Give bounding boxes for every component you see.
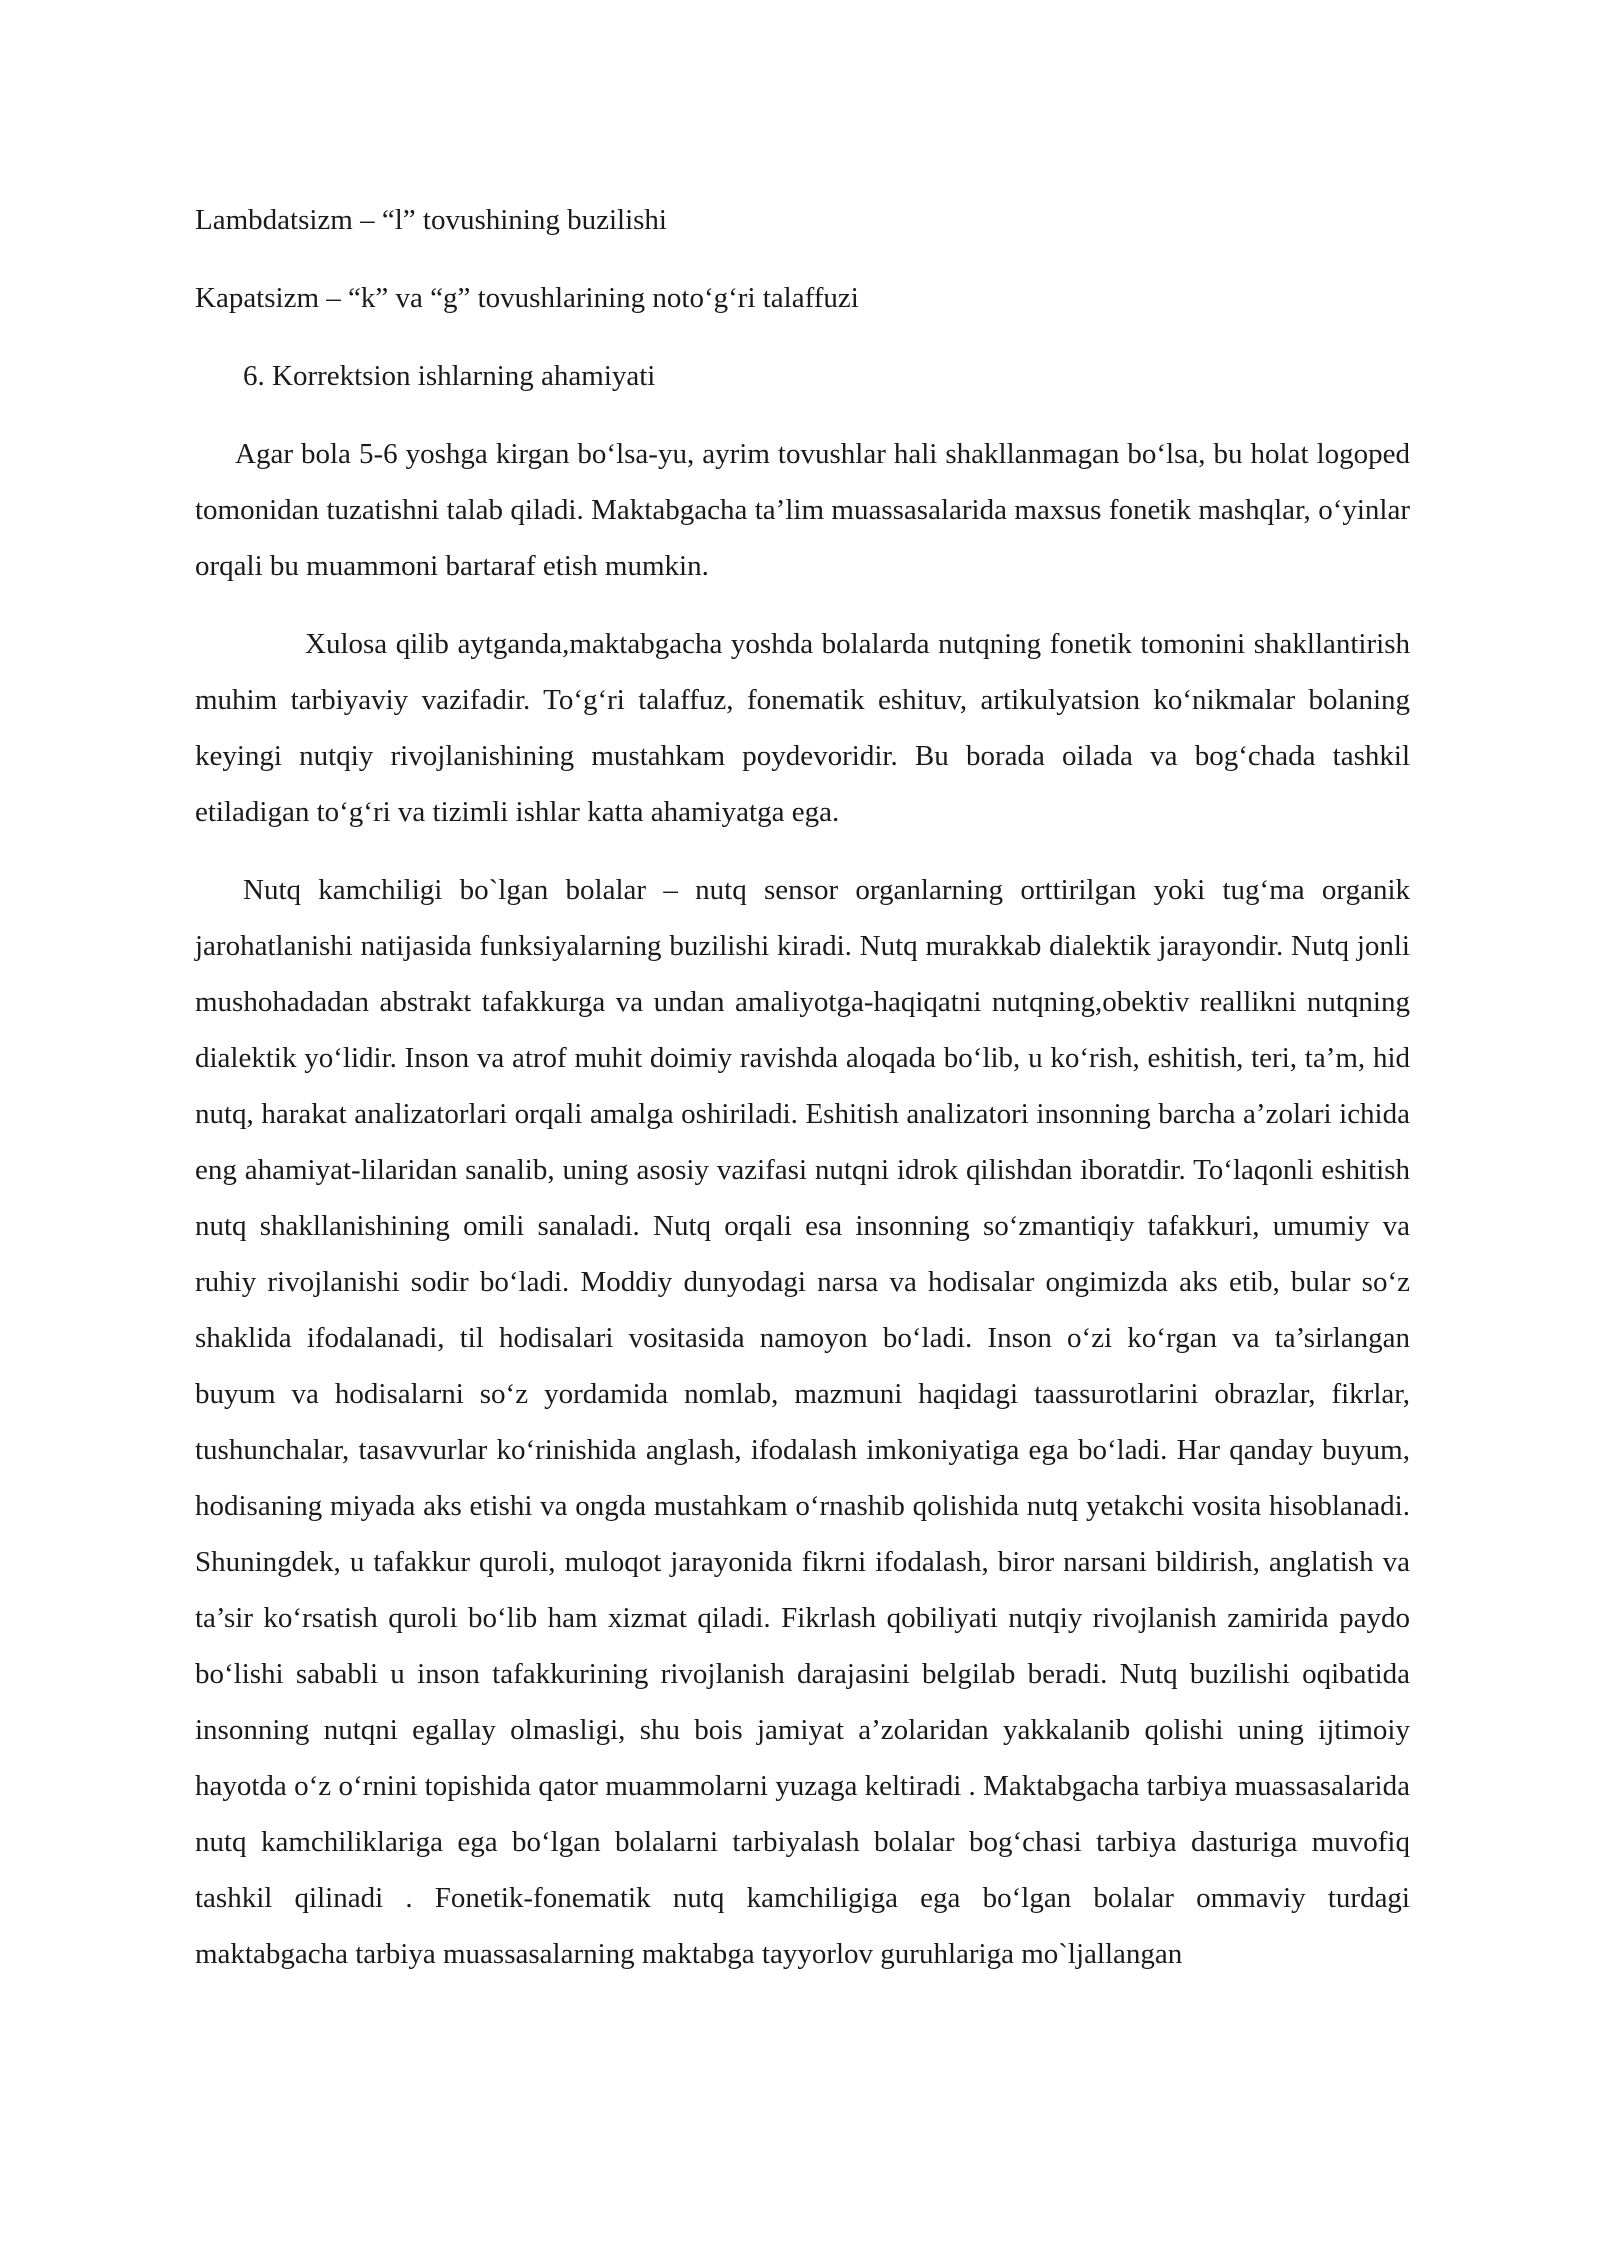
paragraph-conclusion: Xulosa qilib aytganda,maktabgacha yoshda bolalarda nutqning fonetik tomonini shakllantirish muhim tarbiyaviy vazifadir. To‘g‘ri talaffuz, fonematik eshituv, artikulyatsion ko‘nikmalar bolaning keyingi nutqiy rivojlanishining mustahkam poydevoridir. Bu borada oilada va bog‘chada tashkil etiladigan to‘g‘ri va tizimli ishlar katta ahamiyatga ega. xyxy=(195,628,1410,828)
paragraph-speech-defects: Nutq kamchiligi bo`lgan bolalar – nutq sensor organlarning orttirilgan yoki tug‘ma organik jarohatlanishi natijasida funksiyalarning buzilishi kiradi. Nutq murakkab dialektik jarayondir. Nutq jonli mushohadadan abstrakt tafakkurga va undan amaliyotga-haqiqatni nutqning,obektiv reallikni nutqning dialektik yo‘lidir. Inson va atrof muhit doimiy ravishda aloqada bo‘lib, u ko‘rish, eshitish, teri, ta’m, hid nutq, harakat analizatorlari orqali amalga oshiriladi. Eshitish analizatori insonning barcha a’zolari ichida eng ahamiyat-lilaridan sanalib, uning asosiy vazifasi nutqni idrok qilishdan iboratdir. To‘laqonli eshitish nutq shakllanishining omili sanaladi. Nutq orqali esa insonning so‘zmantiqiy tafakkuri, umumiy va ruhiy rivojlanishi sodir bo‘ladi. Moddiy dunyodagi narsa va hodisalar ongimizda aks etib, bular so‘z shaklida ifodalanadi, til hodisalari vositasida namoyon bo‘ladi. Inson o‘zi ko‘rgan va ta’sirlangan buyum va hodisalarni so‘z yordamida nomlab, mazmuni haqidagi taassurotlarini obrazlar, fikrlar, tushunchalar, tasavvurlar ko‘rinishida anglash, ifodalash imkoniyatiga ega bo‘ladi. Har qanday buyum, hodisaning miyada aks etishi va ongda mustahkam o‘rnashib qolishida nutq yetakchi vosita hisoblanadi. Shuningdek, u tafakkur quroli, muloqot jarayonida fikrni ifodalash, biror narsani bildirish, anglatish va ta’sir ko‘rsatish quroli bo‘lib ham xizmat qiladi. Fikrlash qobiliyati nutqiy rivojlanish zamirida paydo bo‘lishi sababli u inson tafakkurining rivojlanish darajasini belgilab beradi. Nutq buzilishi oqibatida insonning nutqni egallay olmasligi, shu bois jamiyat a’zolaridan yakkalanib qolishi uning ijtimoiy hayotda o‘z o‘rnini topishida qator muammolarni yuzaga keltiradi . Maktabgacha tarbiya muassasalarida nutq kamchiliklariga ega bo‘lgan bolalarni tarbiyalash bolalar bog‘chasi tarbiya dasturiga muvofiq tashkil qilinadi . Fonetik-fonematik nutq kamchiligiga ega bo‘lgan bolalar ommaviy turdagi maktabgacha tarbiya muassasalarning maktabga tayyorlov guruhlariga mo`ljallangan xyxy=(195,874,1410,1970)
document-body xyxy=(195,192,1410,1982)
section-heading: 6. Korrektsion ishlarning ahamiyati xyxy=(243,360,656,392)
paragraph-correction: Agar bola 5-6 yoshga kirgan bo‘lsa-yu, ayrim tovushlar hali shakllanmagan bo‘lsa, bu holat logoped tomonidan tuzatishni talab qiladi. Maktabgacha ta’lim muassasalarida maxsus fonetik mashqlar, o‘yinlar orqali bu muammoni bartaraf etish mumkin. xyxy=(195,438,1410,582)
lambdatsizm-line: Lambdatsizm – “l” tovushining buzilishi xyxy=(195,204,667,236)
kapatsizm-line: Kapatsizm – “k” va “g” tovushlarining noto‘g‘ri talaffuzi xyxy=(195,282,859,314)
